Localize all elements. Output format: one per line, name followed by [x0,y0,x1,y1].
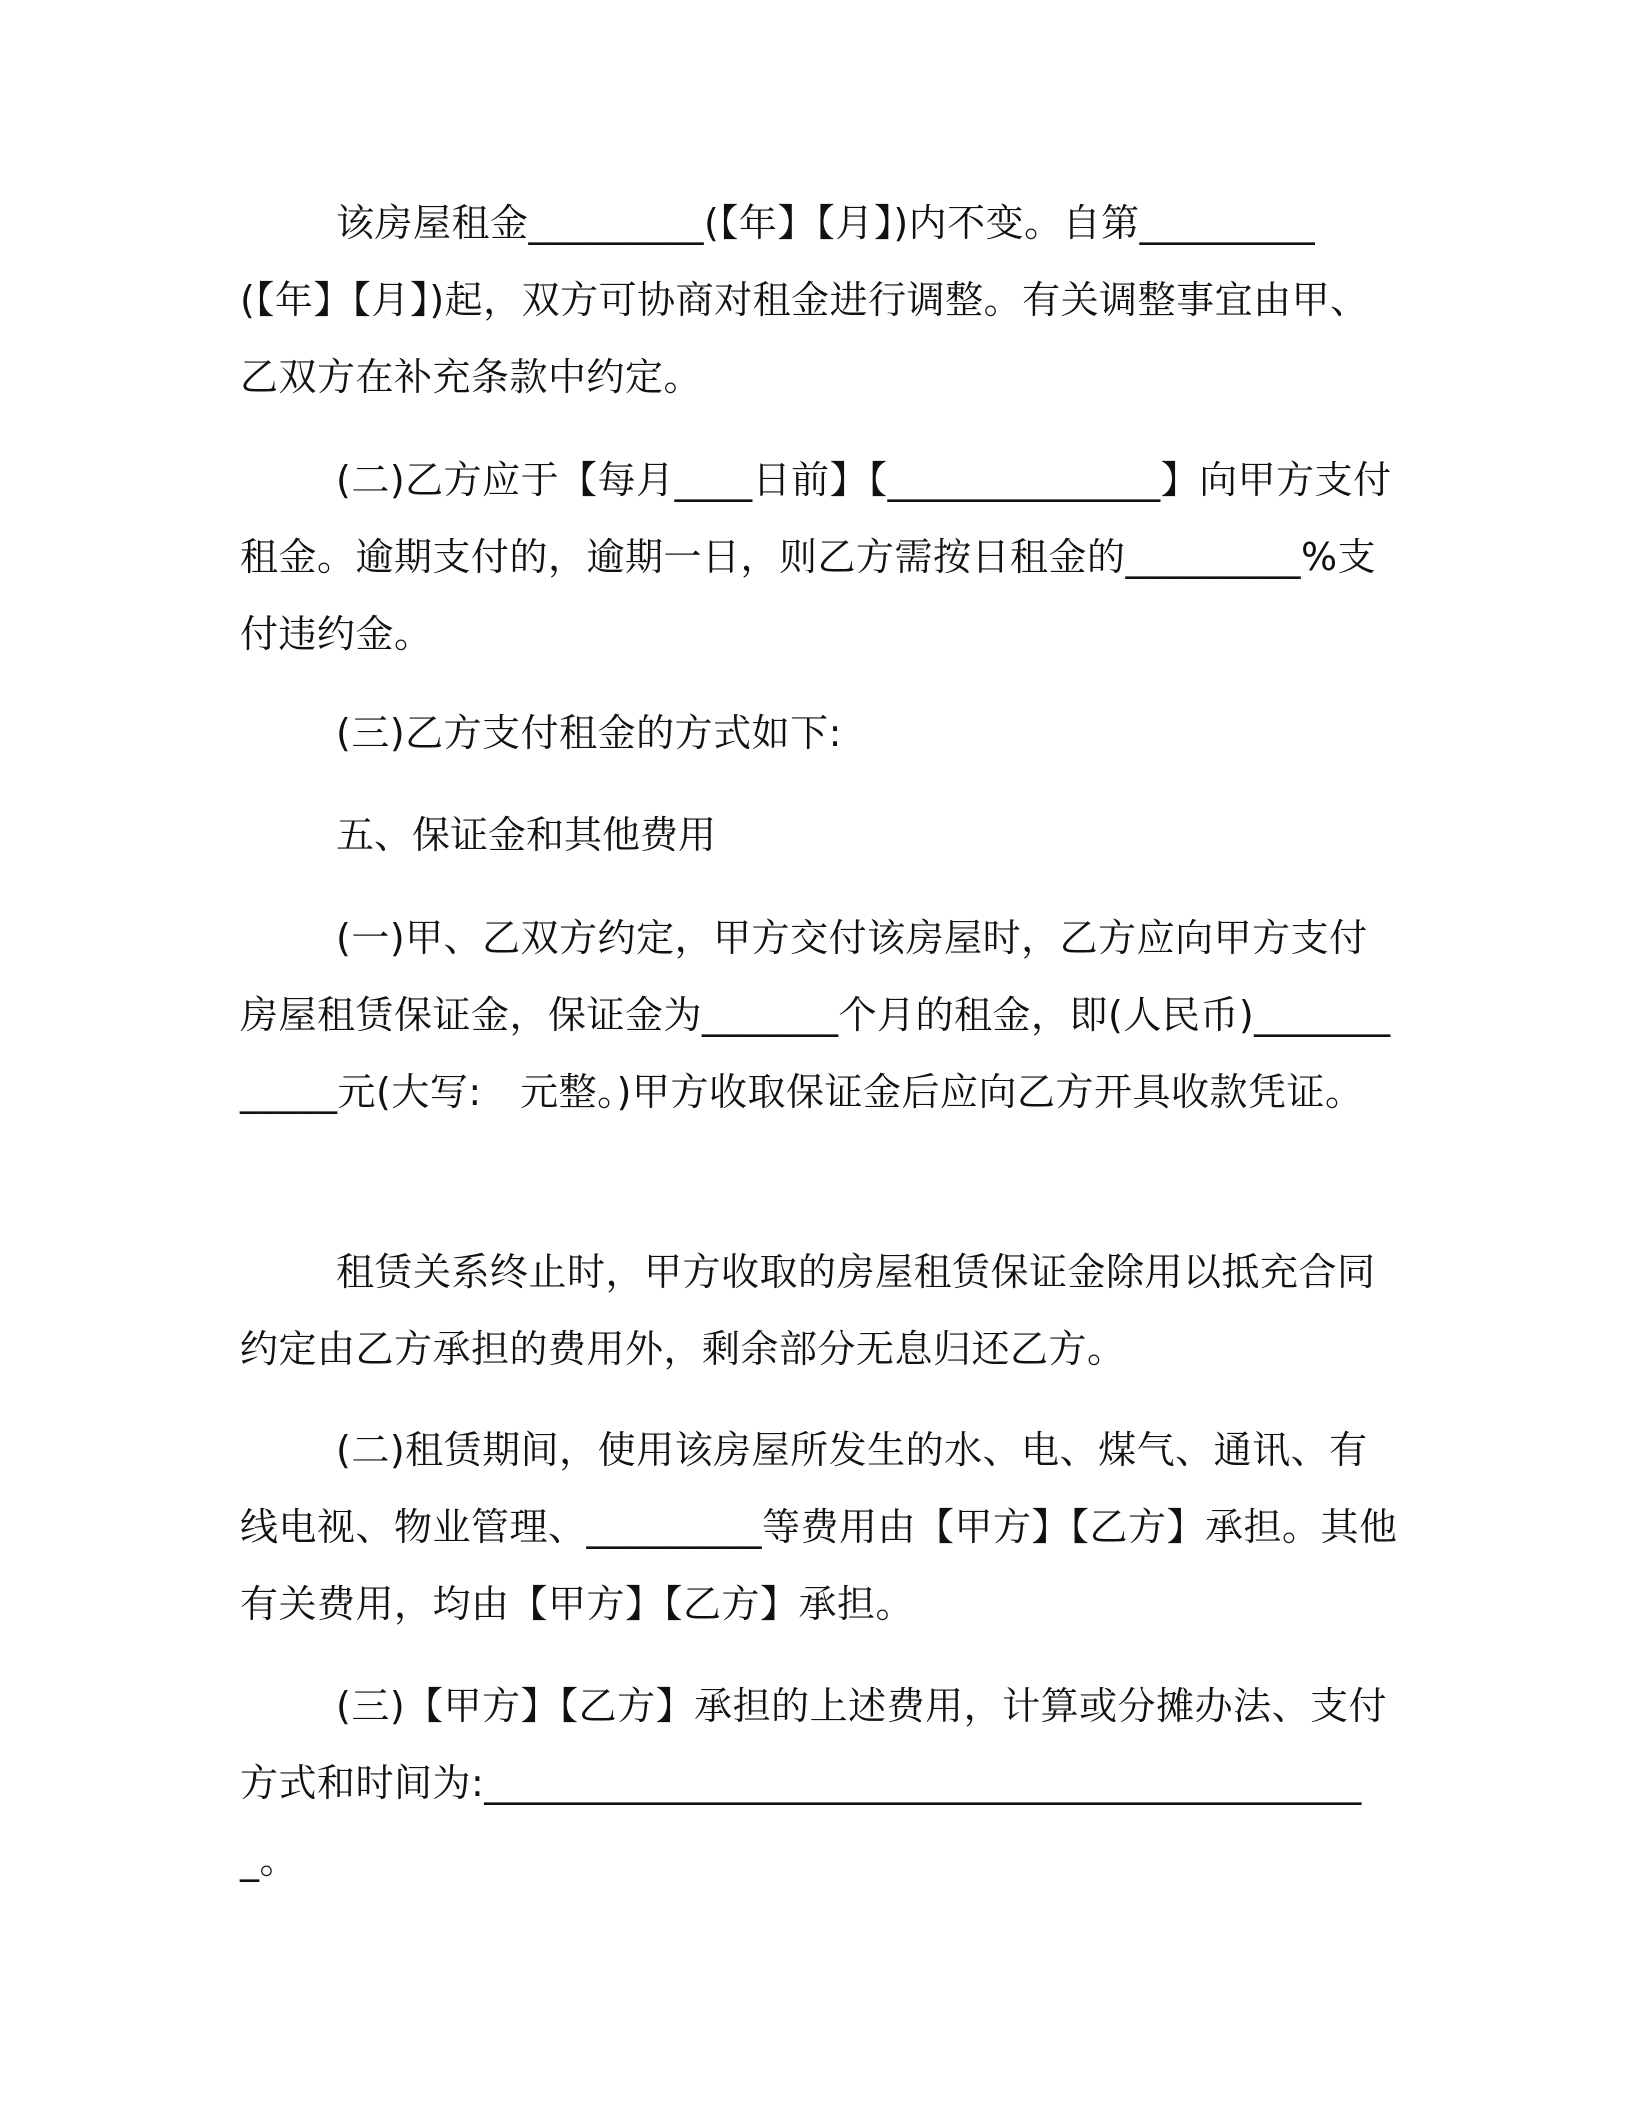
paragraph-payment-method: (三)乙方支付租金的方式如下: [336,711,842,755]
paragraph-deposit-return: 租赁关系终止时，甲方收取的房屋租赁保证金除用以抵充合同约定由乙方承担的费用外，剩余部分无息归还乙方。 [240,1250,1376,1371]
paragraph-utility-fees: (二)租赁期间，使用该房屋所发生的水、电、煤气、通讯、有线电视、物业管理、_________等费用由【甲方】【乙方】承担。其他有关费用，均由【甲方】【乙方】承担。 [240,1428,1398,1626]
section-heading-deposit-fees: 五、保证金和其他费用 [336,813,717,857]
paragraph-deposit: (一)甲、乙双方约定，甲方交付该房屋时，乙方应向甲方支付房屋租赁保证金，保证金为_______个月的租金，即(人民币)____________元(大写: 元整。)甲方收取保证金后应向乙方开具收款凭证。 [240,916,1391,1114]
paragraph-rent-adjustment: 该房屋租金_________(【年】【月】)内不变。自第_________(【年】【月】)起，双方可协商对租金进行调整。有关调整事宜由甲、乙双方在补充条款中约定。 [240,201,1369,399]
paragraph-fee-calculation: (三)【甲方】【乙方】承担的上述费用，计算或分摊办法、支付方式和时间为:______________________________________________。 [240,1684,1388,1882]
paragraph-payment-deadline: (二)乙方应于【每月____日前】【______________】向甲方支付租金。逾期支付的，逾期一日，则乙方需按日租金的_________%支付违约金。 [240,458,1392,656]
